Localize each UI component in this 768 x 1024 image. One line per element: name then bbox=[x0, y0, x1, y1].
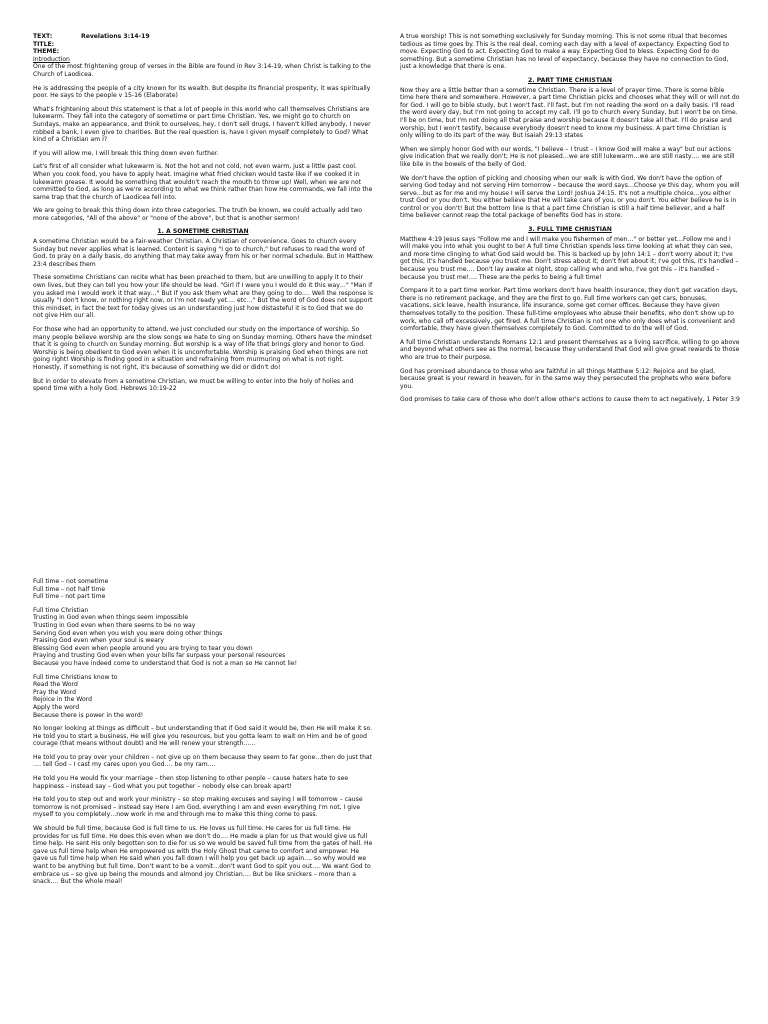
text-label: TEXT: bbox=[33, 33, 53, 40]
list-item: Blessing God even when people around you are trying to tear you down bbox=[33, 644, 253, 652]
list-item: Trusting in God even when things seem impossible bbox=[33, 614, 189, 622]
title-label: TITLE: bbox=[33, 40, 55, 48]
left-column-top bbox=[33, 33, 373, 399]
section-heading-full-time: 3. FULL TIME CHRISTIAN bbox=[528, 226, 612, 234]
list-item: Read the Word bbox=[33, 681, 78, 689]
text-row bbox=[33, 33, 373, 41]
list-block-know-to bbox=[33, 674, 373, 720]
paragraph: If you will allow me, I will break this thing down even further. bbox=[33, 149, 219, 157]
paragraph: God promises to take care of those who don't allow other's actions to cause them to act negatively, 1 Peter 3:9 bbox=[400, 396, 740, 404]
paragraph: He told you to pray over your children – not give up on them because they seem to far gone…then do just that …. tell God – I cast my cares upon you God…. be my ram…. bbox=[33, 753, 373, 769]
paragraph: No longer looking at things as difficult – but understanding that if God said it would be, then He will make it so. He told you to start a business, He will give you resources, but you gotta learn to wait on Him and be of good courage (that means without doubt) and He will renew your strength…… bbox=[33, 725, 373, 748]
list-item: Full time – not half time bbox=[33, 585, 106, 593]
paragraph: But in order to elevate from a sometime Christian, we must be willing to enter into the holy of holies and spend time with a holy God. Hebrews 10:19-22 bbox=[33, 377, 354, 393]
list-block-full-time-christian bbox=[33, 607, 373, 668]
paragraph: Compare it to a part time worker. Part time workers don't have health insurance, they don't get vacation days, there is no retirement package, and they are the first to go. Full time workers can get cars, bonuses, vacations, sick leave, health insurance, life insurance, some get corner offices. Because they have given themselves totally to the position. These full-time employees who abuse their benefits, who don't show up to work, who call off excessively, get fired. A full time Christian is not one who only does what is convenient and comfortable, they have given themselves completely to God. Committed to do the will of God. bbox=[400, 287, 738, 333]
list-item: Full time – not sometime bbox=[33, 578, 109, 585]
theme-label: THEME: bbox=[33, 48, 60, 56]
title-row bbox=[33, 41, 373, 49]
list-item: Trusting in God even when there seems to be no way bbox=[33, 621, 196, 629]
left-column-bottom bbox=[33, 578, 373, 892]
paragraph: Matthew 4:19 Jesus says "Follow me and I will make you fishermen of men…" or better yet…Follow me and I will make you into what you ought to be! A full time Christian spends less time looking at what they can see, and more time clinging to what God said would be. This is backed up by John 14:1 – don't worry about it; I've got this, it's handled because you trust me. Don't stress about it; don't fret about it; I've got this, it's handled – because you trust me…. Don't lay awake at night, stop calling who and who, I've got this – it's handled – because you trust me!…. These are the perks to being a full time! bbox=[400, 235, 739, 281]
paragraph: Now they are a little better than a sometime Christian. There is a level of prayer time. There is some bible time here there and somewhere. However, a part time Christian picks and chooses what they will or will not do for God. I will go to bible study, but I won't fast. I'll fast, but I'm not reading the word on a daily basis. I'll read the word every day, but I'm not going to accept my call. I'll go to church every Sunday, but I won't be on time. I'll be on time, but I'm not doing all that praise and worship because it doesn't take all that. I'll do praise and worship, but I won't testify, because everybody doesn't need to know my business. A part time Christian is only willing to do its part of the way. But Isaiah 29:13 states bbox=[400, 86, 740, 140]
paragraph: These sometime Christians can recite what has been preached to them, but are unwilling to apply it to their own lives, but they can tell you how your life should be lead. "Girl if I were you I would do it this way…" "Man if you asked me I would work it that way…" But if you ask them what are they going to do…. Well the response is usually "I don't know, or nothing right now, or I'm not ready yet…. etc…" But the word of God does not support this mindset, in fact the text for today gives us an understanding just how distasteful it is to God that we do not give Him our all. bbox=[33, 274, 374, 320]
paragraph: We don't have the option of picking and choosing when our walk is with God. We don't have the option of serving God today and not serving Him tomorrow – because the word says…Choose ye this day, whom you will serve…but as for me and my house I will serve the Lord! Joshua 24:15. It's not a multiple choice…you either trust God or you don't. You either believe that He will take care of you, or you don't. You either believe he is in control or you don't! But the bottom line is that a part time Christian is still a half time believer, and a half time believer cannot reap the total package of benefits God has in store. bbox=[400, 174, 740, 220]
list-item: Full time - not part time bbox=[33, 593, 106, 601]
section-heading-part-time: 2. PART TIME CHRISTIAN bbox=[528, 76, 612, 84]
theme-row bbox=[33, 48, 373, 56]
list-item: Because you have indeed come to understand that God is not a man so He cannot lie! bbox=[33, 659, 298, 667]
right-column-top bbox=[400, 33, 740, 410]
paragraph: We are going to break this thing down into three categories. The truth be known, we could actually add two more categories, "All of the above" or "none of the above", but that is another sermon! bbox=[33, 207, 363, 222]
list-item: Apply the word bbox=[33, 703, 80, 711]
list-item: Full time Christian bbox=[33, 606, 89, 614]
paragraph: A sometime Christian would be a fair-weather Christian. A Christian of convenience. Goes to church every Sunday but never applies what is learned. Content is saying "I go to church," but refuses to read the word of God, to pray on a daily basis, do anything that may take away from his or her normal schedule. But in Matthew 23:4 describes them bbox=[33, 238, 373, 268]
paragraph: Let's first of all consider what lukewarm is. Not the hot and not cold, not even warm, just a little past cool. When you cook food, you have to apply heat. Imagine what fried chicken would taste like if we cooked it in lukewarm grease. It would be something that wouldn't reach the mouth to throw up! Well, when we are not committed to God, as long as we're according to what we think rather than how He commands, we fall into the same trap that the church of Laodicea fell into. bbox=[33, 163, 373, 201]
paragraph: When we simply honor God with our words, "I believe – I trust – I know God will make a way" but our actions give indication that we really don't; He is not pleased…we are still lukewarm…we are still nasty…. we are still like bile in the bowels of the belly of God. bbox=[400, 145, 735, 168]
list-block-full-time bbox=[33, 578, 373, 601]
paragraph: We should be full time, because God is full time to us. He loves us full time. He cares for us full time. He provides for us full time. He does this even when we don't do…. He made a plan for us that would give us full time help. He sent His only begotten son to die for us so we would be saved full time from the gates of hell. He gave us full time help when He empowered us with the Holy Ghost that came to comfort and empower. He gave us full time help when He said when you fall down I will help you get back up again…. so why would we want to be anything but full time. Don't want to be a vomit…don't want God to spit you out…. We want God to embrace us – so give up being the mounds and almond joy Christian…. But be like snickers – more than a snack…. But the whole meal! bbox=[33, 825, 373, 886]
list-item: Rejoice in the Word bbox=[33, 696, 92, 704]
list-item: Because there is power in the word! bbox=[33, 711, 144, 719]
paragraph: He is addressing the people of a city known for its wealth. But despite its financial prosperity, it was spiritually poor. He says to the people v 15-16 (Elaborate) bbox=[33, 84, 371, 100]
list-item: Full time Christians know to bbox=[33, 673, 118, 681]
section-heading-sometime: 1. A SOMETIME CHRISTIAN bbox=[157, 228, 249, 236]
paragraph: A true worship! This is not something exclusively for Sunday morning. This is not some ritual that becomes tedious as time goes by. This is the real deal, coming each day with a level of expectancy. Expecting God to move. Expecting God to act. Expecting God to make a way. Expecting God to bless. Expecting God to do something. But a sometime Christian has no level of expectancy, because they have no connection to God, just a knowledge that there is one. bbox=[400, 33, 730, 71]
introduction-heading: Introduction bbox=[33, 55, 70, 63]
scripture-reference: Revelations 3:14-19 bbox=[81, 33, 150, 40]
paragraph: What's frightening about this statement is that a lot of people in this world who call themselves Christians are lukewarm. They fall into the category of sometime or part time Christian. Yes, we might go to church on Sundays, make an appearance, and think to ourselves, hey, I don't sell drugs, I haven't killed anybody, I never robbed a bank, I even give to charities. But the real question is, have I given myself completely to God? What kind of a Christian am I? bbox=[33, 105, 371, 144]
paragraph: For those who had an opportunity to attend, we just concluded our study on the importance of worship. So many people believe worship are the slow songs we hate to sing on Sunday morning. Others have the mindset that it is going to church on Sunday morning. But worship is a way of life that brings glory and honor to God. Worship is being obedient to God even when it is uncomfortable. Worship is praising God when things are not going right! Worship is finding good in a situation and refraining from murmuring on what is not right. Honestly, if something is not right, it's because of something we did or didn't do! bbox=[33, 326, 372, 371]
paragraph: A full time Christian understands Romans 12:1 and present themselves as a living sacrifice, willing to go above and beyond what others see as the normal, because they understand that God will give great rewards to those who are true to their purpose. bbox=[400, 338, 740, 361]
list-item: Pray the Word bbox=[33, 688, 76, 696]
list-item: Praying and trusting God even when your bills far surpass your personal resources bbox=[33, 652, 286, 660]
paragraph: God has promised abundance to those who are faithful in all things Matthew 5:12: Rejoice and be glad, because great is your reward in heaven, for in the same way they persecuted the prophets who were before you. bbox=[400, 367, 731, 390]
paragraph: He told you to step out and work your ministry – so stop making excuses and saying I will tomorrow – cause tomorrow is not promised – instead say Here I am God, everything I am and even everything I'm not, I give myself to you completely…now work in me and through me to make this thing come to pass. bbox=[33, 796, 363, 819]
list-item: Praising God even when your soul is weary bbox=[33, 637, 165, 645]
paragraph: One of the most frightening group of verses in the Bible are found in Rev 3:14-19, when Christ is talking to the Church of Laodicea. bbox=[33, 63, 371, 78]
list-item: Serving God even when you wish you were doing other things bbox=[33, 629, 223, 637]
paragraph: He told you He would fix your marriage – then stop listening to other people – cause haters hate to see happiness – instead say – God what you put together – nobody else can break apart! bbox=[33, 775, 349, 790]
